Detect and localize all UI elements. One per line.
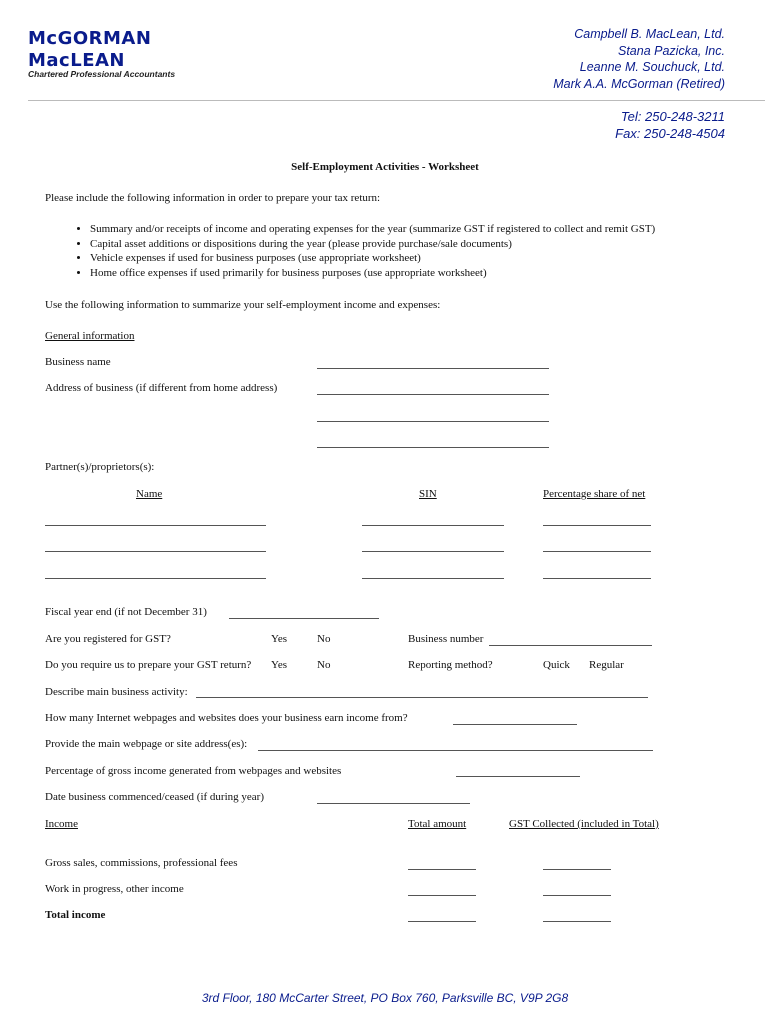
partner-name-field-1[interactable] — [45, 525, 266, 526]
intro-text: Please include the following information in order to prepare your tax return: — [45, 192, 381, 204]
list-item: • Summary and/or receipts of income and operating expenses for the year (summarize GST if registered to collect and remit GST) — [90, 222, 655, 237]
business-name-field[interactable] — [317, 368, 549, 369]
list-item: • Home office expenses if used primarily for business purposes (use appropriate worksheet) — [90, 266, 655, 281]
partners-label: Partner(s)/proprietors(s): — [45, 461, 155, 473]
reporting-regular[interactable]: Regular — [589, 659, 624, 671]
partner-list — [553, 26, 725, 92]
pct-web-field[interactable] — [456, 776, 580, 777]
business-name-label: Business name — [45, 356, 111, 368]
logo-line-2: MacLEAN — [28, 50, 125, 71]
logo-line-1: McGORMAN — [28, 28, 152, 49]
site-address-field[interactable] — [258, 750, 653, 751]
reporting-method-label: Reporting method? — [408, 659, 493, 671]
list-item: • Capital asset additions or dispositions during the year (please provide purchase/sale documents) — [90, 237, 655, 252]
fiscal-label: Fiscal year end (if not December 31) — [45, 606, 207, 618]
partner-sin-field-3[interactable] — [362, 578, 504, 579]
income-heading: Income — [45, 818, 78, 830]
partner-3: Leanne M. Souchuck, Ltd. — [579, 60, 725, 74]
partner-share-field-3[interactable] — [543, 578, 651, 579]
business-number-field[interactable] — [489, 645, 652, 646]
partner-4: Mark A.A. McGorman (Retired) — [553, 76, 725, 91]
gst-registered-yes[interactable]: Yes — [271, 633, 288, 645]
total-gst-field[interactable] — [543, 921, 611, 922]
income-row-label: Work in progress, other income — [45, 883, 184, 895]
income-row-label: Gross sales, commissions, professional fees — [45, 857, 238, 869]
header-divider — [28, 100, 765, 101]
fiscal-field[interactable] — [229, 618, 379, 619]
date-commenced-label: Date business commenced/ceased (if during year) — [45, 791, 264, 803]
address-label: Address of business (if different from home address) — [45, 382, 278, 394]
partner-2: Stana Pazicka, Inc. — [617, 43, 725, 58]
date-commenced-field[interactable] — [317, 803, 470, 804]
page-title: Self-Employment Activities - Worksheet — [291, 161, 479, 173]
address-field-1[interactable] — [317, 394, 549, 395]
partner-name-field-3[interactable] — [45, 578, 266, 579]
partner-1: Campbell B. MacLean, Ltd. — [574, 27, 725, 41]
col-name-header: Name — [136, 488, 163, 500]
address-field-2[interactable] — [317, 421, 549, 422]
income-row-gst-field[interactable] — [543, 895, 611, 896]
gst-registered-label: Are you registered for GST? — [45, 633, 171, 645]
income-row-total-field[interactable] — [408, 895, 476, 896]
gst-prepare-no[interactable]: No — [317, 659, 331, 671]
logo-tagline: Chartered Professional Accountants — [28, 69, 176, 79]
total-income-field[interactable] — [408, 921, 476, 922]
gst-registered-no[interactable]: No — [317, 633, 331, 645]
col-sin-header: SIN — [419, 488, 437, 500]
partner-sin-field-1[interactable] — [362, 525, 504, 526]
col-share-header: Percentage share of net — [543, 488, 646, 500]
general-heading: General information — [45, 330, 135, 342]
reporting-quick[interactable]: Quick — [543, 659, 570, 671]
partner-name-field-2[interactable] — [45, 551, 266, 552]
site-address-label: Provide the main webpage or site address(es): — [45, 738, 248, 750]
total-income-label: Total income — [45, 909, 106, 921]
list-item: • Vehicle expenses if used for business purposes (use appropriate worksheet) — [90, 251, 655, 266]
webpages-label: How many Internet webpages and websites does your business earn income from? — [45, 712, 408, 724]
tel: Tel: 250-248-3211 — [620, 109, 725, 124]
income-row-total-field[interactable] — [408, 869, 476, 870]
activity-label: Describe main business activity: — [45, 686, 188, 698]
gst-prepare-label: Do you require us to prepare your GST return? — [45, 659, 252, 671]
webpages-field[interactable] — [453, 724, 577, 725]
requirements-list — [50, 222, 655, 280]
col-gst-header: GST Collected (included in Total) — [509, 818, 659, 830]
partner-share-field-1[interactable] — [543, 525, 651, 526]
partner-sin-field-2[interactable] — [362, 551, 504, 552]
summary-intro: Use the following information to summarize your self-employment income and expenses: — [45, 299, 441, 311]
business-number-label: Business number — [408, 633, 484, 645]
fax: Fax: 250-248-4504 — [615, 126, 725, 141]
income-row-gst-field[interactable] — [543, 869, 611, 870]
gst-prepare-yes[interactable]: Yes — [271, 659, 288, 671]
activity-field[interactable] — [196, 697, 648, 698]
contact-info — [615, 108, 725, 142]
address-field-3[interactable] — [317, 447, 549, 448]
partner-share-field-2[interactable] — [543, 551, 651, 552]
pct-web-label: Percentage of gross income generated from webpages and websites — [45, 765, 342, 777]
col-total-header: Total amount — [408, 818, 467, 830]
footer-address: 3rd Floor, 180 McCarter Street, PO Box 760, Parksville BC, V9P 2G8 — [201, 991, 569, 1005]
